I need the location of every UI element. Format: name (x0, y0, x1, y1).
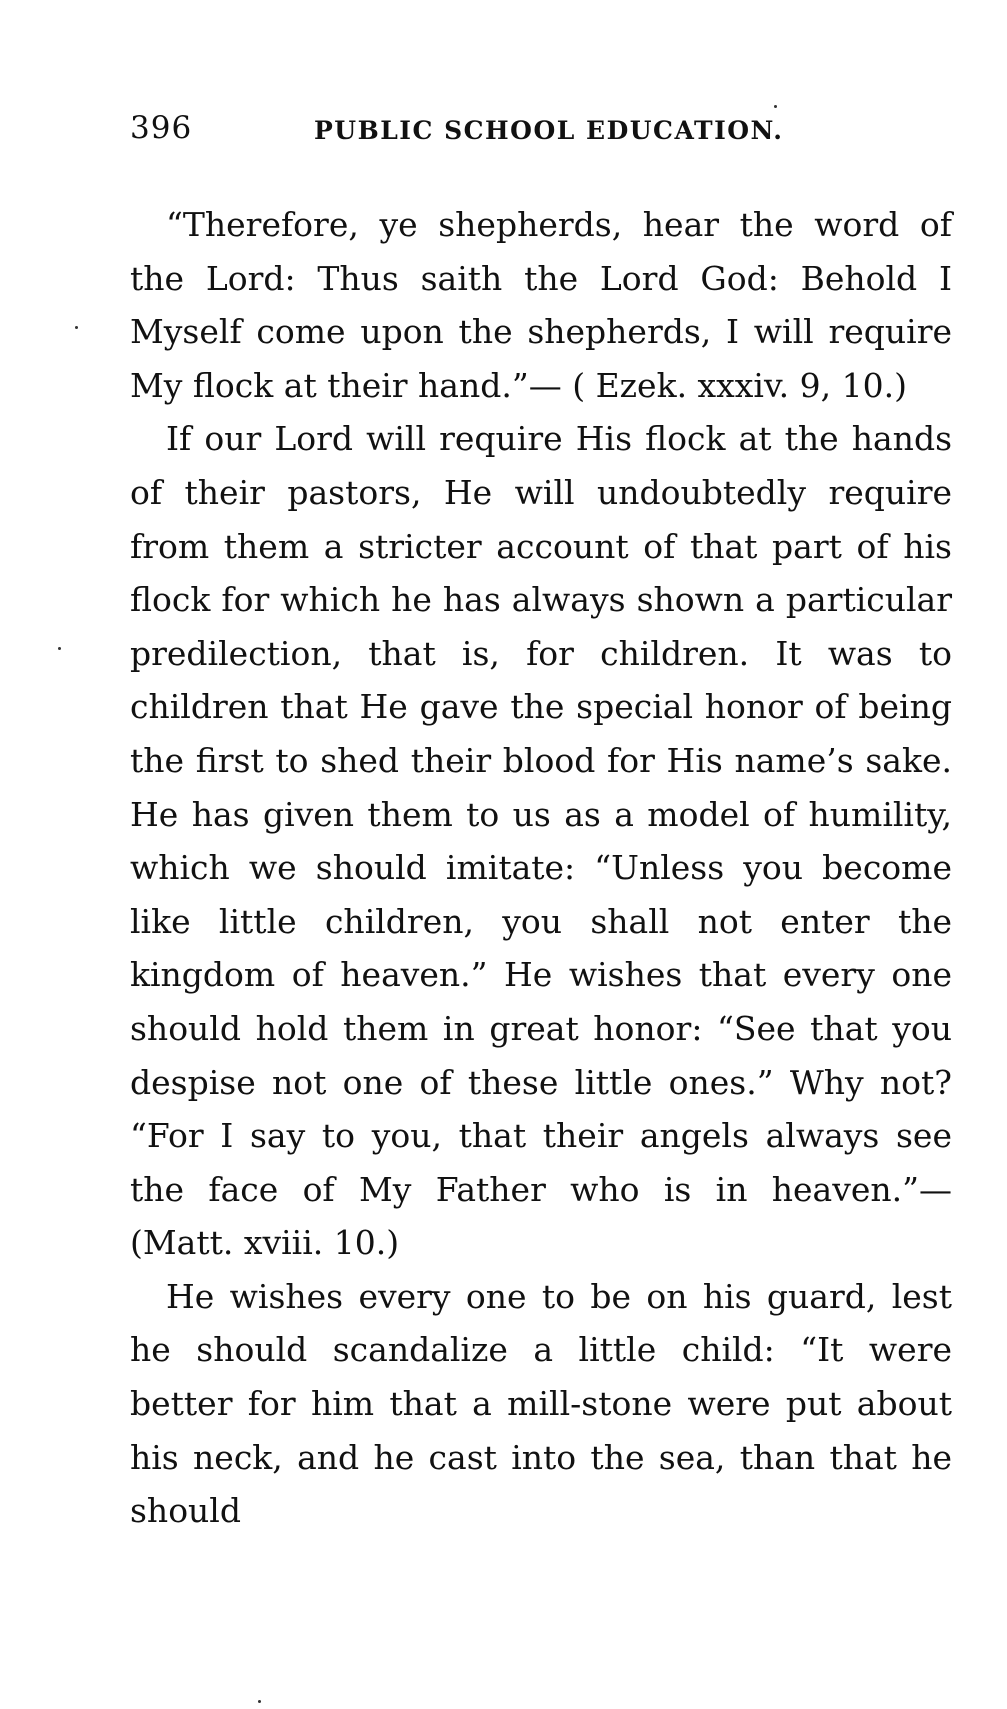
scan-speck (774, 105, 777, 108)
paragraph-scandal-warning: He wishes every one to be on his guard, lest he should scandalize a little child: “It were better for him that a mill-stone were put about his neck, and he cast into the sea, than that he should (130, 1276, 952, 1531)
scan-speck (75, 326, 78, 329)
running-title: PUBLIC SCHOOL EDUCATION. (314, 116, 784, 145)
page-number: 396 (130, 110, 193, 146)
body-text (130, 198, 952, 1538)
page-header (130, 110, 955, 150)
paragraph-scripture-quote: “Therefore, ye shepherds, hear the word of the Lord: Thus saith the Lord God: Behold I Myself come upon the shepherds, I will require My flock at their hand.”— ( Ezek. xxxiv. 9, 10.) (130, 205, 952, 405)
paragraph-children-predilection: If our Lord will require His flock at the hands of their pastors, He will undoubtedly require from them a stricter account of that part of his flock for which he has always shown a particular predilection, that is, for children. It was to children that He gave the special honor of being the first to shed their blood for His name’s sake. He has given them to us as a model of humility, which we should imitate: “Unless you become like little children, you shall not enter the kingdom of heaven.” He wishes that every one should hold them in great honor: “See that you despise not one of these little ones.” Why not? “For I say to you, that their angels always see the face of My Father who is in heaven.”— (Matt. xviii. 10.) (130, 419, 952, 1263)
scan-speck (258, 1700, 261, 1703)
scan-speck (58, 647, 61, 650)
